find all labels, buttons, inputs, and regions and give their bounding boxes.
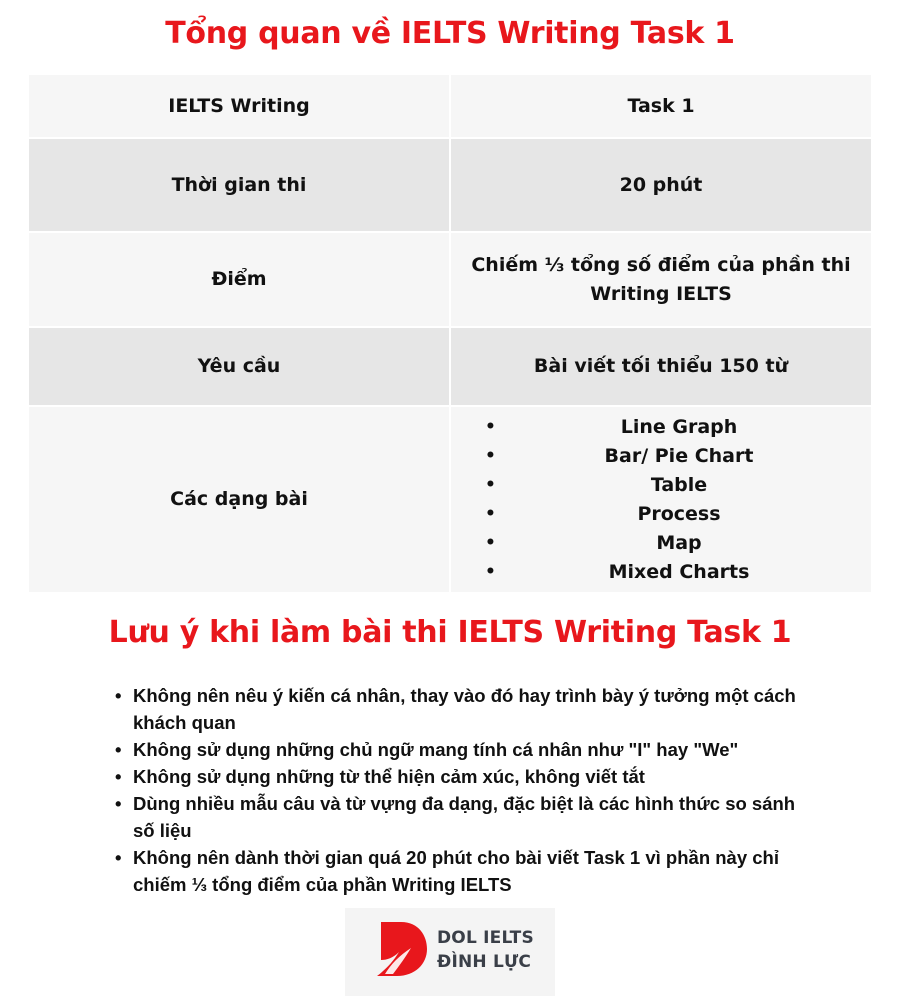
list-item [112, 844, 802, 898]
table-row [29, 407, 871, 592]
task-type: Mixed Charts [608, 560, 750, 583]
logo-line-1: DOL IELTS [437, 928, 534, 948]
row-value [451, 407, 871, 592]
task-type: Table [650, 473, 708, 496]
task-types-list [465, 413, 857, 587]
list-item [112, 736, 802, 763]
note-text: Dùng nhiều mẫu câu và từ vựng đa dạng, đặc biệt là các hình thức so sánh số liệu [133, 793, 796, 841]
list-item [112, 682, 802, 736]
task-type: Map [656, 531, 702, 554]
note-text: Không nên nêu ý kiến cá nhân, thay vào đó hay trình bày ý tưởng một cách khách quan [133, 685, 796, 733]
logo-text [437, 926, 534, 974]
bullet-icon: • [115, 847, 122, 868]
row-value: Bài viết tối thiểu 150 từ [451, 328, 871, 405]
note-text: Không nên dành thời gian quá 20 phút cho bài viết Task 1 vì phần này chỉ chiếm ⅓ tổng điểm của phần Writing IELTS [133, 847, 780, 895]
bullet-icon: • [115, 739, 122, 760]
bullet-icon: • [485, 416, 496, 437]
table-row [29, 75, 871, 137]
bullet-icon: • [485, 561, 496, 582]
note-text: Không sử dụng những chủ ngữ mang tính cá nhân như "I" hay "We" [133, 739, 739, 760]
row-value: 20 phút [451, 139, 871, 231]
list-item [465, 500, 857, 529]
row-value: Chiếm ⅓ tổng số điểm của phần thi Writing IELTS [451, 233, 871, 326]
note-text: Không sử dụng những từ thể hiện cảm xúc, không viết tắt [133, 766, 645, 787]
bullet-icon: • [485, 503, 496, 524]
bullet-icon: • [485, 474, 496, 495]
logo-line-2: ĐÌNH LỰC [437, 952, 532, 972]
notes-list [112, 682, 802, 898]
table-row [29, 139, 871, 231]
dol-logo [345, 908, 555, 996]
bullet-icon: • [115, 766, 122, 787]
bullet-icon: • [485, 445, 496, 466]
list-item [465, 558, 857, 587]
list-item [465, 413, 857, 442]
table-row [29, 328, 871, 405]
list-item [465, 471, 857, 500]
row-label: Yêu cầu [29, 328, 449, 405]
bullet-icon: • [115, 793, 122, 814]
task-type: Line Graph [620, 415, 738, 438]
task-type: Process [637, 502, 721, 525]
row-label: Các dạng bài [29, 407, 449, 592]
task-type: Bar/ Pie Chart [604, 444, 754, 467]
bullet-icon: • [115, 685, 122, 706]
list-item [465, 442, 857, 471]
row-label: Thời gian thi [29, 139, 449, 231]
overview-title: Tổng quan về IELTS Writing Task 1 [165, 16, 735, 51]
dol-logo-icon [375, 918, 429, 980]
row-label: Điểm [29, 233, 449, 326]
bullet-icon: • [485, 532, 496, 553]
list-item [112, 763, 802, 790]
notes-title: Lưu ý khi làm bài thi IELTS Writing Task 1 [108, 615, 792, 650]
list-item [112, 790, 802, 844]
overview-table [29, 75, 871, 592]
table-row [29, 233, 871, 326]
row-value: Task 1 [451, 75, 871, 137]
list-item [465, 529, 857, 558]
row-label: IELTS Writing [29, 75, 449, 137]
